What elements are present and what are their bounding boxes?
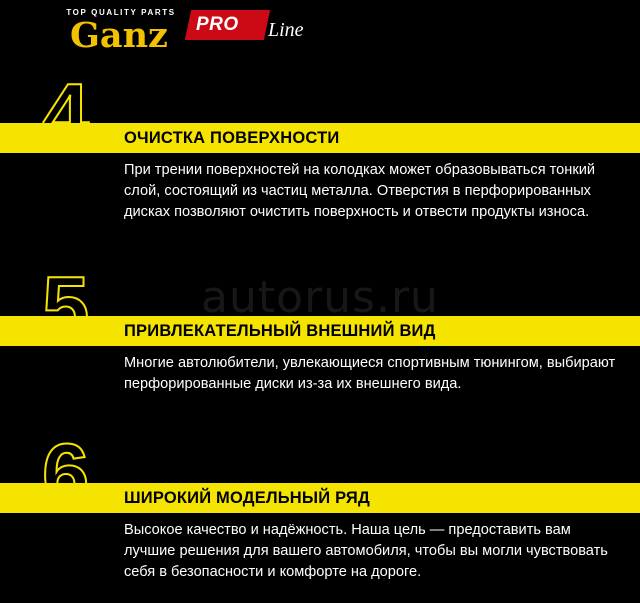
- section-number-6: 6: [42, 427, 90, 522]
- section-body-4: При трении поверхностей на колодках может образовываться тонкий слой, состоящий из частиц металла. Отверстия в перфорированных дисках позволяют очистить поверхность и отвести продукты износа.: [124, 162, 596, 220]
- proline-line-text: Line: [268, 19, 304, 41]
- proline-pro-text: PRO: [196, 14, 239, 35]
- logo-proline: [188, 10, 324, 44]
- section-title-4: ОЧИСТКА ПОВЕРХНОСТИ: [124, 129, 340, 147]
- section-body-6: Высокое качество и надёжность. Наша цель — предоставить вам лучшие решения для вашего автомобиля, чтобы вы могли чувствовать себя в безопасности и комфорте на дороге.: [124, 522, 608, 580]
- section-number-4: 4: [42, 67, 90, 162]
- brand-logo: [0, 0, 640, 66]
- logo-wordmark: Ganz: [70, 15, 168, 56]
- section-title-6: ШИРОКИЙ МОДЕЛЬНЫЙ РЯД: [124, 489, 370, 507]
- watermark: autorus.ru: [201, 272, 439, 323]
- logo-ganz: [49, 8, 189, 56]
- section-title-5: ПРИВЛЕКАТЕЛЬНЫЙ ВНЕШНИЙ ВИД: [124, 322, 436, 340]
- section-number-5: 5: [42, 260, 90, 355]
- section-body-5: Многие автолюбители, увлекающиеся спортивным тюнингом, выбирают перфорированные диски из-за их внешнего вида.: [124, 355, 616, 392]
- logo-tagline: TOP QUALITY PARTS: [66, 8, 176, 17]
